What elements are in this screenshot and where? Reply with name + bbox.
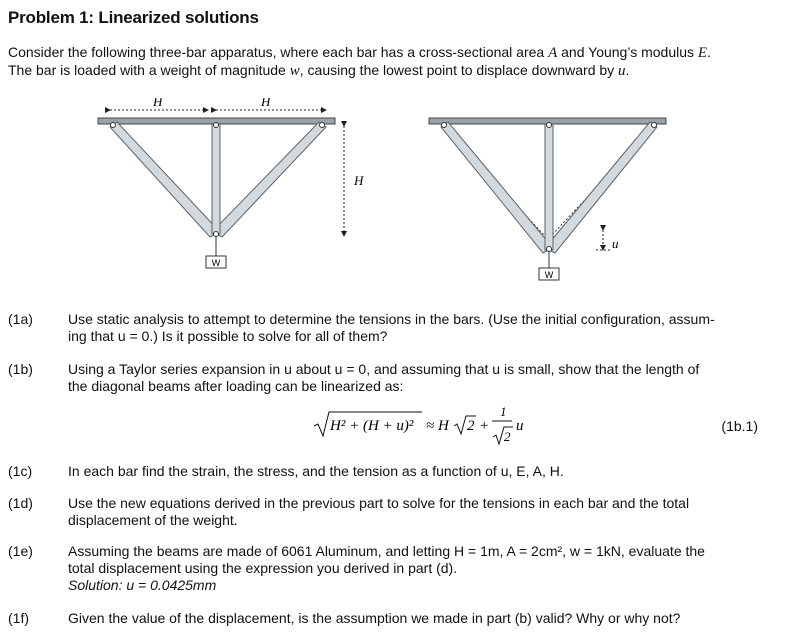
question-label: (1c) — [8, 463, 33, 479]
svg-text:H² + (H + u)²: H² + (H + u)² — [330, 418, 414, 434]
equation-1b1 — [0, 402, 796, 448]
dim-label-vertical: H — [354, 173, 364, 188]
equation-number: (1b.1) — [721, 418, 758, 434]
question-1a — [0, 311, 796, 347]
question-1c — [0, 463, 796, 481]
question-label: (1e) — [8, 543, 33, 559]
question-label: (1a) — [8, 311, 33, 327]
pin-joint — [442, 123, 447, 128]
question-label: (1b) — [8, 361, 33, 377]
intro-paragraph — [8, 44, 788, 80]
svg-text:1: 1 — [500, 404, 507, 419]
right-diagonal-bar — [545, 122, 657, 253]
question-label: (1d) — [8, 495, 33, 511]
pin-joint — [547, 123, 552, 128]
question-1b — [0, 361, 796, 397]
pin-joint — [214, 123, 219, 128]
problem-title: Problem 1: Linearized solutions — [8, 8, 259, 27]
svg-text:2: 2 — [504, 429, 511, 444]
dim-label-h1: H — [153, 98, 163, 109]
svg-text:+: + — [479, 418, 490, 434]
svg-text:u: u — [516, 418, 524, 434]
question-text: Use static analysis to attempt to determine the tensions in the bars. (Use the initial configuration, assum- ing that u = 0.) Is it possible to solve for all of them? — [68, 311, 715, 344]
weight-label: W — [544, 270, 554, 280]
question-label: (1f) — [8, 610, 29, 626]
question-text: Using a Taylor series expansion in u about u = 0, and assuming that u is small, show that the length of the diagonal beams after loading can be linearized as: — [68, 361, 700, 394]
vertical-bar — [212, 124, 220, 234]
pin-joint — [652, 123, 657, 128]
question-text: Use the new equations derived in the previous part to solve for the tensions in each bar and the total displacement of the weight. — [68, 495, 690, 528]
question-text: In each bar find the strain, the stress, and the tension as a function of u, E, A, H. — [68, 463, 564, 479]
undeformed-apparatus — [98, 98, 364, 268]
pin-joint — [214, 232, 219, 237]
linearization-equation — [312, 402, 542, 448]
question-1d — [0, 495, 796, 531]
right-diagonal-bar — [212, 122, 326, 237]
displacement-label: u — [612, 236, 619, 251]
pin-joint — [320, 123, 325, 128]
weight-label: W — [211, 258, 221, 268]
question-1f — [0, 610, 796, 628]
svg-text:2: 2 — [467, 418, 475, 434]
deformed-apparatus — [429, 118, 666, 280]
vertical-bar — [545, 124, 553, 250]
pin-joint — [547, 247, 552, 252]
pin-joint — [111, 123, 116, 128]
three-bar-figure — [0, 98, 796, 288]
intro-line-2: The bar is loaded with a weight of magnitude w, causing the lowest point to displace downward by u. — [8, 62, 630, 79]
question-text: Given the value of the displacement, is the assumption we made in part (b) valid? Why or why not? — [68, 610, 681, 626]
left-diagonal-bar — [110, 122, 220, 237]
question-text: Assuming the beams are made of 6061 Aluminum, and letting H = 1m, A = 2cm², w = 1kN, evaluate the total displacement using the expression you derived in part (d). Solution: u = 0.0425mm — [68, 543, 768, 594]
question-1e — [0, 543, 796, 597]
svg-text:≈ H: ≈ H — [426, 418, 449, 434]
intro-line-1: Consider the following three-bar apparatus, where each bar has a cross-sectional area A and Young’s modulus E. — [8, 44, 711, 61]
left-diagonal-bar — [441, 122, 553, 253]
dim-label-h2: H — [261, 98, 271, 109]
solution-text: Solution: u = 0.0425mm — [68, 577, 217, 593]
